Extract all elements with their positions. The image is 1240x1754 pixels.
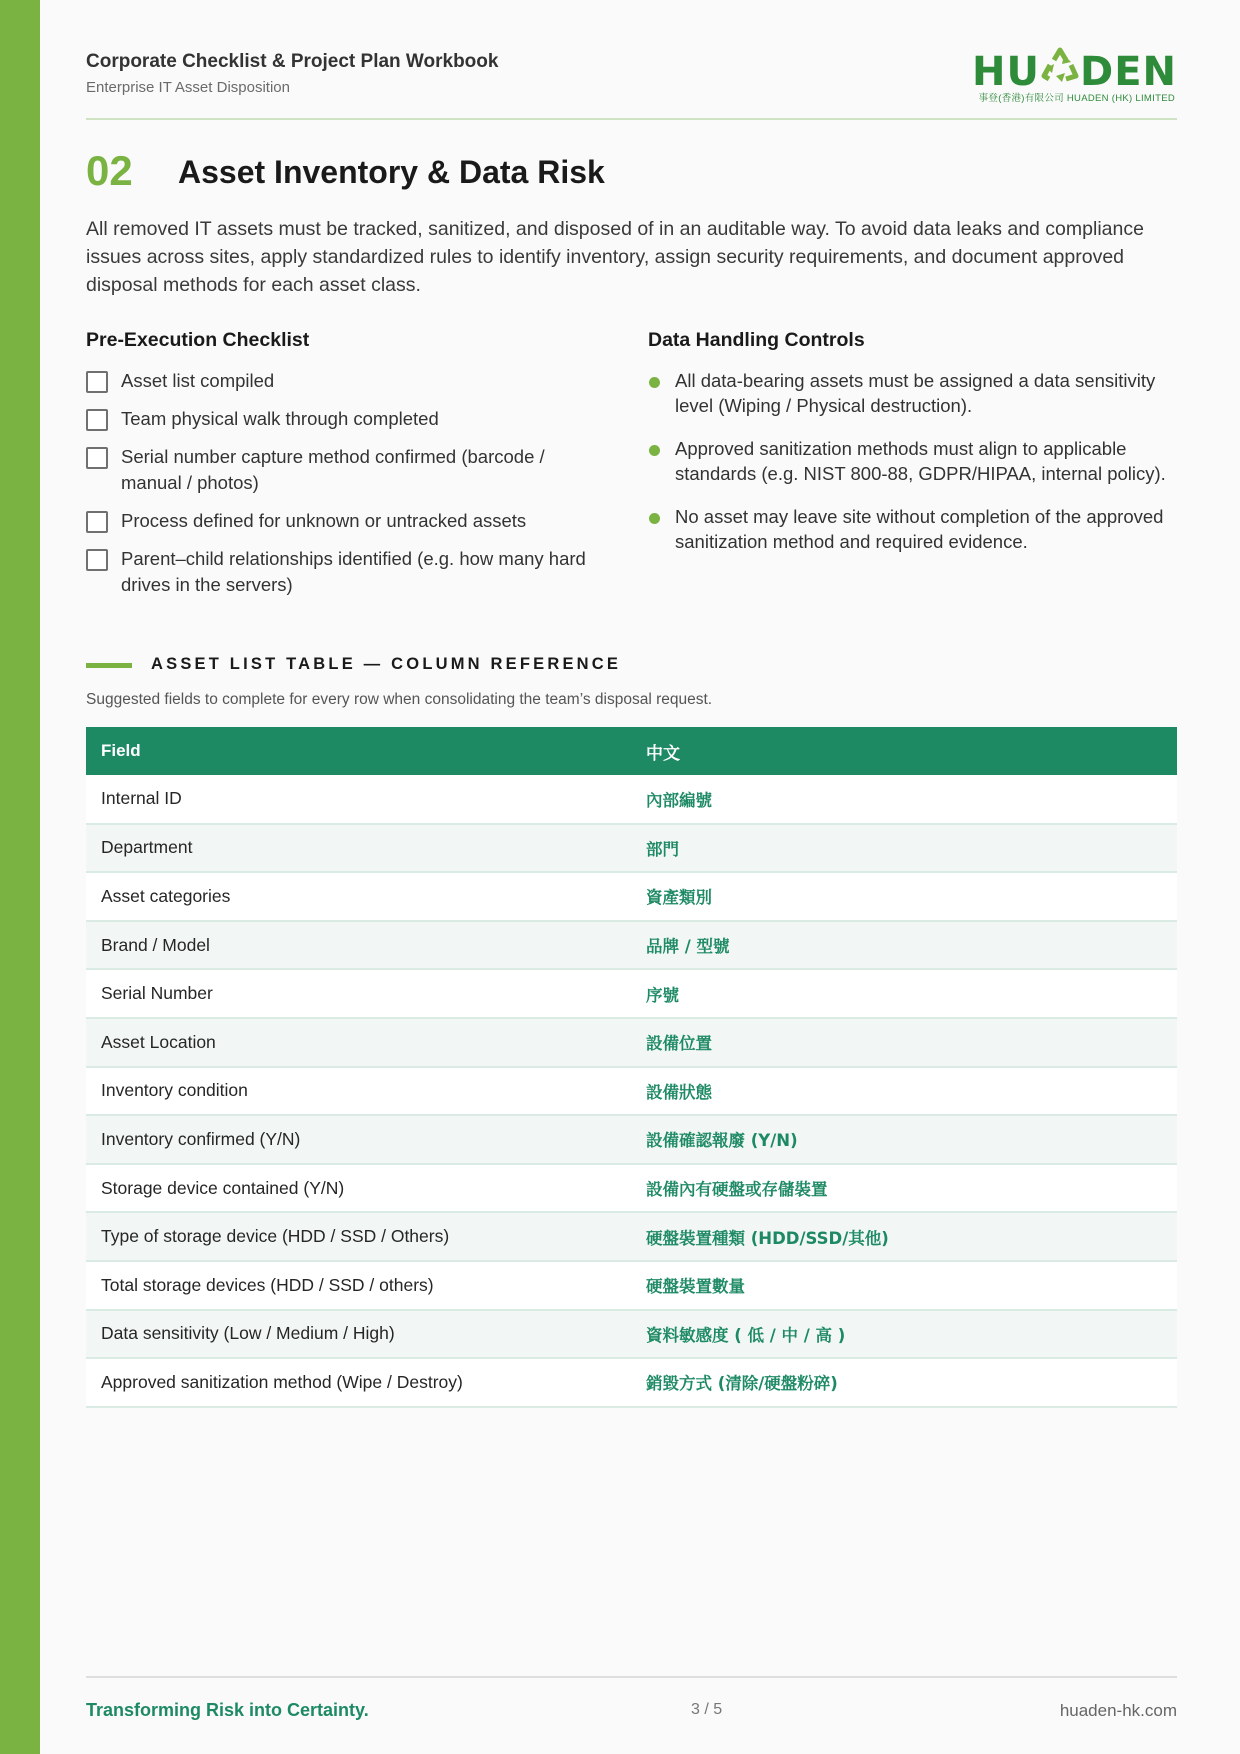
logo-subtext: 事登(香港)有限公司 HUADEN (HK) LIMITED xyxy=(978,93,1175,104)
data-handling-controls xyxy=(648,368,1177,554)
section-number: 02 xyxy=(86,147,133,194)
pre-execution-checklist xyxy=(86,368,606,598)
field-cell: Storage device contained (Y/N) xyxy=(86,1164,631,1213)
chinese-cell: 資料敏感度 ( 低 / 中 / 高 ) xyxy=(631,1310,1177,1359)
control-item-text: No asset may leave site without completion of the approved sanitization method and required evidence. xyxy=(675,506,1164,552)
table-row xyxy=(86,1310,1177,1359)
table-row xyxy=(86,969,1177,1018)
checklist-item-label: Asset list compiled xyxy=(121,370,275,391)
logo-wordmark xyxy=(972,49,1177,95)
column-header-chinese: 中文 xyxy=(631,727,1177,775)
table-row xyxy=(86,1018,1177,1067)
field-cell: Approved sanitization method (Wipe / Destroy) xyxy=(86,1358,631,1407)
table-row xyxy=(86,1067,1177,1116)
controls-heading: Data Handling Controls xyxy=(648,329,865,351)
table-row xyxy=(86,872,1177,921)
table-row xyxy=(86,1261,1177,1310)
footer-tagline: Transforming Risk into Certainty. xyxy=(86,1700,369,1720)
field-cell: Data sensitivity (Low / Medium / High) xyxy=(86,1310,631,1359)
chinese-cell: 品牌 / 型號 xyxy=(631,921,1177,970)
table-heading-rule xyxy=(86,663,132,668)
company-logo xyxy=(972,48,1177,104)
chinese-cell: 部門 xyxy=(631,824,1177,873)
page-number: 3 / 5 xyxy=(691,1701,723,1718)
checkbox-icon[interactable] xyxy=(86,371,108,393)
page xyxy=(86,0,1177,1754)
control-item xyxy=(648,436,1177,486)
field-cell: Inventory confirmed (Y/N) xyxy=(86,1115,631,1164)
table-heading: ASSET LIST TABLE — COLUMN REFERENCE xyxy=(151,655,622,673)
checklist-item[interactable] xyxy=(86,406,606,432)
chinese-cell: 資產類別 xyxy=(631,872,1177,921)
control-item-text: Approved sanitization methods must align to applicable standards (e.g. NIST 800-88, GDPR/HIPAA, internal policy). xyxy=(675,438,1166,484)
recycle-icon xyxy=(1040,54,1080,90)
chinese-cell: 設備確認報廢 (Y/N) xyxy=(631,1115,1177,1164)
checkbox-icon[interactable] xyxy=(86,511,108,533)
checkbox-icon[interactable] xyxy=(86,447,108,469)
chinese-cell: 設備位置 xyxy=(631,1018,1177,1067)
checklist-item-label: Process defined for unknown or untracked assets xyxy=(121,510,527,531)
checklist-item[interactable] xyxy=(86,368,606,394)
chinese-cell: 設備內有硬盤或存儲裝置 xyxy=(631,1164,1177,1213)
document-title: Corporate Checklist & Project Plan Workbook xyxy=(86,51,499,72)
page-footer xyxy=(86,1676,1177,1726)
logo-text-right: DEN xyxy=(1079,49,1177,95)
checklist-item[interactable] xyxy=(86,444,606,496)
field-cell: Serial Number xyxy=(86,969,631,1018)
checklist-item[interactable] xyxy=(86,508,606,534)
table-row xyxy=(86,775,1177,824)
control-item xyxy=(648,504,1177,554)
bullet-icon xyxy=(649,513,660,524)
section-title: Asset Inventory & Data Risk xyxy=(178,154,605,190)
chinese-cell: 設備狀態 xyxy=(631,1067,1177,1116)
chinese-cell: 硬盤裝置種類 (HDD/SSD/其他) xyxy=(631,1212,1177,1261)
field-cell: Internal ID xyxy=(86,775,631,824)
table-row xyxy=(86,824,1177,873)
asset-list-table xyxy=(86,727,1177,1408)
table-note: Suggested fields to complete for every row when consolidating the team’s disposal request. xyxy=(86,691,713,708)
checkbox-icon[interactable] xyxy=(86,549,108,571)
checklist-item[interactable] xyxy=(86,546,606,598)
document-subtitle: Enterprise IT Asset Disposition xyxy=(86,79,290,96)
table-row xyxy=(86,1164,1177,1213)
chinese-cell: 序號 xyxy=(631,969,1177,1018)
bullet-icon xyxy=(649,445,660,456)
table-row xyxy=(86,1358,1177,1407)
field-cell: Department xyxy=(86,824,631,873)
field-cell: Asset categories xyxy=(86,872,631,921)
checklist-item-label: Parent–child relationships identified (e.g. how many hard drives in the servers) xyxy=(121,548,586,595)
page-header xyxy=(86,48,1177,120)
table-row xyxy=(86,921,1177,970)
field-cell: Type of storage device (HDD / SSD / Others) xyxy=(86,1212,631,1261)
table-row xyxy=(86,1115,1177,1164)
logo-text-left: HU xyxy=(972,49,1040,95)
bullet-icon xyxy=(649,377,660,388)
table-header-row xyxy=(86,727,1177,775)
checkbox-icon[interactable] xyxy=(86,409,108,431)
field-cell: Total storage devices (HDD / SSD / others) xyxy=(86,1261,631,1310)
checklist-item-label: Serial number capture method confirmed (barcode / manual / photos) xyxy=(121,446,545,493)
side-accent-bar xyxy=(0,0,40,1754)
checklist-item-label: Team physical walk through completed xyxy=(121,408,439,429)
section-intro: All removed IT assets must be tracked, sanitized, and disposed of in an auditable way. To avoid data leaks and compliance issues across sites, apply standardized rules to identify inventory, assign security requirements, and document approved disposal methods for each asset class. xyxy=(86,218,1144,296)
control-item xyxy=(648,368,1177,418)
footer-website-link[interactable]: huaden-hk.com xyxy=(1059,1701,1177,1720)
chinese-cell: 內部編號 xyxy=(631,775,1177,824)
checklist-heading: Pre-Execution Checklist xyxy=(86,329,310,351)
chinese-cell: 硬盤裝置數量 xyxy=(631,1261,1177,1310)
column-header-field: Field xyxy=(86,727,631,775)
field-cell: Inventory condition xyxy=(86,1067,631,1116)
chinese-cell: 銷毀方式 (清除/硬盤粉碎) xyxy=(631,1358,1177,1407)
control-item-text: All data-bearing assets must be assigned a data sensitivity level (Wiping / Physical destruction). xyxy=(675,370,1156,416)
table-row xyxy=(86,1212,1177,1261)
field-cell: Brand / Model xyxy=(86,921,631,970)
field-cell: Asset Location xyxy=(86,1018,631,1067)
